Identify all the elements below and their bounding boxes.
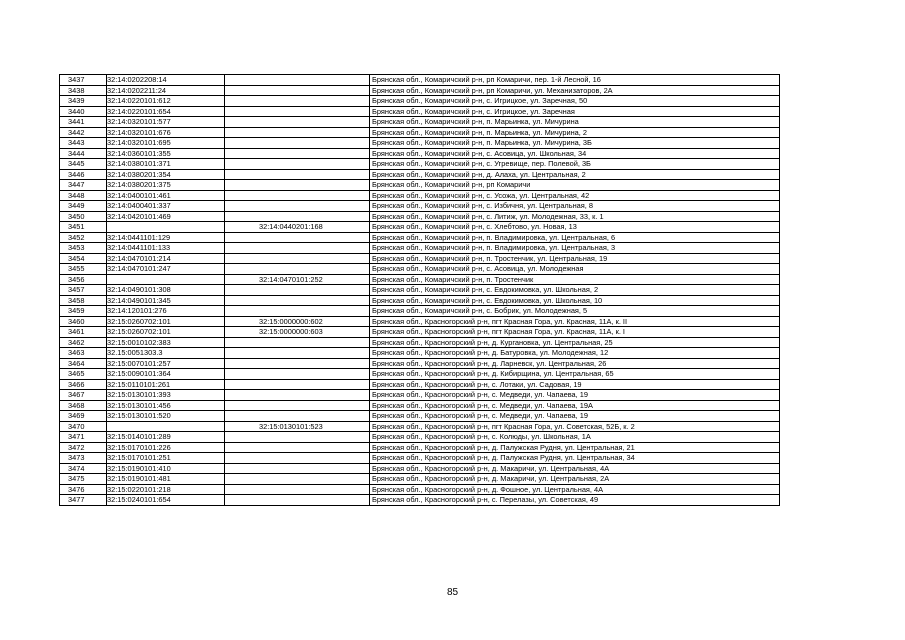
table-row xyxy=(60,453,780,464)
address-cell: Брянская обл., Комаричский р-н, п. Тростенчик, ул. Центральная, 19 xyxy=(370,253,780,264)
row-number-cell: 3460 xyxy=(60,316,107,327)
related-cadastral-number-cell xyxy=(225,138,370,149)
cadastral-number-cell: 32:15:0130101:456 xyxy=(107,400,225,411)
related-cadastral-number-cell xyxy=(225,75,370,86)
related-cadastral-number-cell xyxy=(225,117,370,128)
row-number-cell: 3469 xyxy=(60,411,107,422)
related-cadastral-number-cell xyxy=(225,337,370,348)
row-number-cell: 3449 xyxy=(60,201,107,212)
related-cadastral-number-cell xyxy=(225,232,370,243)
cadastral-number-cell: 32:14:0220101:612 xyxy=(107,96,225,107)
row-number-cell: 3439 xyxy=(60,96,107,107)
address-cell: Брянская обл., Красногорский р-н, пгт Красная Гора, ул. Красная, 11А, к. II xyxy=(370,316,780,327)
registry-table xyxy=(59,74,780,506)
row-number-cell: 3456 xyxy=(60,274,107,285)
table-row xyxy=(60,159,780,170)
row-number-cell: 3457 xyxy=(60,285,107,296)
row-number-cell: 3459 xyxy=(60,306,107,317)
table-row xyxy=(60,379,780,390)
address-cell: Брянская обл., Красногорский р-н, с. Медведи, ул. Чапаева, 19А xyxy=(370,400,780,411)
cadastral-number-cell: 32:14:0360101:355 xyxy=(107,148,225,159)
address-cell: Брянская обл., Комаричский р-н, п. Владимировка, ул. Центральная, 3 xyxy=(370,243,780,254)
related-cadastral-number-cell xyxy=(225,442,370,453)
cadastral-number-cell: 32:14:0400101:461 xyxy=(107,190,225,201)
row-number-cell: 3454 xyxy=(60,253,107,264)
address-cell: Брянская обл., Комаричский р-н, с. Бобрик, ул. Молодежная, 5 xyxy=(370,306,780,317)
row-number-cell: 3458 xyxy=(60,295,107,306)
related-cadastral-number-cell xyxy=(225,85,370,96)
address-cell: Брянская обл., Красногорский р-н, пгт Красная Гора, ул. Советская, 52Б, к. 2 xyxy=(370,421,780,432)
cadastral-number-cell: 32:15:0010102:383 xyxy=(107,337,225,348)
related-cadastral-number-cell xyxy=(225,96,370,107)
related-cadastral-number-cell: 32:15:0000000:602 xyxy=(225,316,370,327)
registry-table-body xyxy=(60,75,780,506)
related-cadastral-number-cell xyxy=(225,306,370,317)
related-cadastral-number-cell xyxy=(225,358,370,369)
table-row xyxy=(60,327,780,338)
row-number-cell: 3451 xyxy=(60,222,107,233)
related-cadastral-number-cell xyxy=(225,463,370,474)
cadastral-number-cell: 32:15:0140101:289 xyxy=(107,432,225,443)
cadastral-number-cell: 32:15:0260702:101 xyxy=(107,327,225,338)
table-row xyxy=(60,180,780,191)
address-cell: Брянская обл., Комаричский р-н, рп Комаричи, ул. Механизаторов, 2А xyxy=(370,85,780,96)
address-cell: Брянская обл., Комаричский р-н, с. Литиж, ул. Молодежная, 33, к. 1 xyxy=(370,211,780,222)
table-row xyxy=(60,222,780,233)
related-cadastral-number-cell: 32:15:0130101:523 xyxy=(225,421,370,432)
related-cadastral-number-cell xyxy=(225,453,370,464)
address-cell: Брянская обл., Красногорский р-н, д. Фошное, ул. Центральная, 4А xyxy=(370,484,780,495)
row-number-cell: 3471 xyxy=(60,432,107,443)
related-cadastral-number-cell xyxy=(225,379,370,390)
row-number-cell: 3437 xyxy=(60,75,107,86)
row-number-cell: 3465 xyxy=(60,369,107,380)
row-number-cell: 3462 xyxy=(60,337,107,348)
address-cell: Брянская обл., Красногорский р-н, д. Ларневск, ул. Центральная, 26 xyxy=(370,358,780,369)
address-cell: Брянская обл., Комаричский р-н, с. Усожа, ул. Центральная, 42 xyxy=(370,190,780,201)
cadastral-number-cell: 32:14:0490101:308 xyxy=(107,285,225,296)
related-cadastral-number-cell xyxy=(225,285,370,296)
row-number-cell: 3473 xyxy=(60,453,107,464)
table-row xyxy=(60,316,780,327)
address-cell: Брянская обл., Красногорский р-н, с. Медведи, ул. Чапаева, 19 xyxy=(370,390,780,401)
cadastral-number-cell: 32:14:0380101:371 xyxy=(107,159,225,170)
table-row xyxy=(60,337,780,348)
address-cell: Брянская обл., Комаричский р-н, с. Хлебтово, ул. Новая, 13 xyxy=(370,222,780,233)
table-row xyxy=(60,232,780,243)
address-cell: Брянская обл., Красногорский р-н, д. Макаричи, ул. Центральная, 4А xyxy=(370,463,780,474)
row-number-cell: 3475 xyxy=(60,474,107,485)
cadastral-number-cell: 32:15:0130101:393 xyxy=(107,390,225,401)
related-cadastral-number-cell: 32:15:0000000:603 xyxy=(225,327,370,338)
table-row xyxy=(60,211,780,222)
cadastral-number-cell xyxy=(107,274,225,285)
row-number-cell: 3464 xyxy=(60,358,107,369)
table-row xyxy=(60,264,780,275)
cadastral-number-cell: 32:15:0070101:257 xyxy=(107,358,225,369)
cadastral-number-cell: 32.15:0051303.3 xyxy=(107,348,225,359)
cadastral-number-cell: 32:15:0170101:251 xyxy=(107,453,225,464)
address-cell: Брянская обл., Комаричский р-н, с. Асовица, ул. Молодежная xyxy=(370,264,780,275)
cadastral-number-cell: 32:15:0190101:481 xyxy=(107,474,225,485)
related-cadastral-number-cell xyxy=(225,474,370,485)
related-cadastral-number-cell xyxy=(225,190,370,201)
table-row xyxy=(60,306,780,317)
cadastral-number-cell: 32:14:0420101:469 xyxy=(107,211,225,222)
table-row xyxy=(60,484,780,495)
table-row xyxy=(60,85,780,96)
table-row xyxy=(60,127,780,138)
cadastral-number-cell: 32:14:0202211:24 xyxy=(107,85,225,96)
related-cadastral-number-cell xyxy=(225,295,370,306)
cadastral-number-cell: 32:14:0220101:654 xyxy=(107,106,225,117)
cadastral-number-cell: 32:15:0170101:226 xyxy=(107,442,225,453)
cadastral-number-cell: 32:14:0320101:577 xyxy=(107,117,225,128)
cadastral-number-cell: 32:14:0202208:14 xyxy=(107,75,225,86)
row-number-cell: 3455 xyxy=(60,264,107,275)
address-cell: Брянская обл., Красногорский р-н, с. Колюды, ул. Школьная, 1А xyxy=(370,432,780,443)
row-number-cell: 3446 xyxy=(60,169,107,180)
cadastral-number-cell: 32:14:120101:276 xyxy=(107,306,225,317)
row-number-cell: 3470 xyxy=(60,421,107,432)
related-cadastral-number-cell xyxy=(225,390,370,401)
table-row xyxy=(60,253,780,264)
row-number-cell: 3466 xyxy=(60,379,107,390)
cadastral-number-cell xyxy=(107,222,225,233)
address-cell: Брянская обл., Комаричский р-н, с. Евдокимовка, ул. Школьная, 2 xyxy=(370,285,780,296)
address-cell: Брянская обл., Красногорский р-н, д. Кургановка, ул. Центральная, 25 xyxy=(370,337,780,348)
row-number-cell: 3467 xyxy=(60,390,107,401)
related-cadastral-number-cell xyxy=(225,243,370,254)
related-cadastral-number-cell xyxy=(225,201,370,212)
address-cell: Брянская обл., Красногорский р-н, д. Палужская Рудня, ул. Центральная, 34 xyxy=(370,453,780,464)
table-row xyxy=(60,75,780,86)
related-cadastral-number-cell: 32:14:0440201:168 xyxy=(225,222,370,233)
table-row xyxy=(60,495,780,506)
related-cadastral-number-cell xyxy=(225,411,370,422)
address-cell: Брянская обл., Комаричский р-н, п. Марьинка, ул. Мичурина, 3Б xyxy=(370,138,780,149)
cadastral-number-cell: 32:15:0130101:520 xyxy=(107,411,225,422)
row-number-cell: 3440 xyxy=(60,106,107,117)
page-number: 85 xyxy=(446,587,459,598)
cadastral-number-cell: 32:14:0441101:133 xyxy=(107,243,225,254)
address-cell: Брянская обл., Комаричский р-н, с. Асовица, ул. Школьная, 34 xyxy=(370,148,780,159)
row-number-cell: 3444 xyxy=(60,148,107,159)
table-row xyxy=(60,463,780,474)
related-cadastral-number-cell xyxy=(225,348,370,359)
table-row xyxy=(60,190,780,201)
cadastral-number-cell: 32:14:0380201:375 xyxy=(107,180,225,191)
related-cadastral-number-cell xyxy=(225,148,370,159)
row-number-cell: 3448 xyxy=(60,190,107,201)
address-cell: Брянская обл., Комаричский р-н, п. Марьинка, ул. Мичурина, 2 xyxy=(370,127,780,138)
related-cadastral-number-cell xyxy=(225,180,370,191)
table-row xyxy=(60,243,780,254)
address-cell: Брянская обл., Комаричский р-н, рп Комаричи xyxy=(370,180,780,191)
row-number-cell: 3445 xyxy=(60,159,107,170)
related-cadastral-number-cell: 32:14:0470101:252 xyxy=(225,274,370,285)
table-row xyxy=(60,295,780,306)
address-cell: Брянская обл., Красногорский р-н, д. Батуровка, ул. Молодежная, 12 xyxy=(370,348,780,359)
cadastral-number-cell: 32:14:0470101:214 xyxy=(107,253,225,264)
address-cell: Брянская обл., Комаричский р-н, с. Игрицкое, ул. Заречная, 50 xyxy=(370,96,780,107)
address-cell: Брянская обл., Комаричский р-н, рп Комаричи, пер. 1-й Лесной, 16 xyxy=(370,75,780,86)
cadastral-number-cell: 32:15:0220101:218 xyxy=(107,484,225,495)
related-cadastral-number-cell xyxy=(225,106,370,117)
row-number-cell: 3463 xyxy=(60,348,107,359)
address-cell: Брянская обл., Красногорский р-н, с. Медведи, ул. Чапаева, 19 xyxy=(370,411,780,422)
related-cadastral-number-cell xyxy=(225,400,370,411)
table-row xyxy=(60,442,780,453)
related-cadastral-number-cell xyxy=(225,369,370,380)
row-number-cell: 3453 xyxy=(60,243,107,254)
table-row xyxy=(60,274,780,285)
related-cadastral-number-cell xyxy=(225,159,370,170)
table-row xyxy=(60,106,780,117)
address-cell: Брянская обл., Комаричский р-н, п. Марьинка, ул. Мичурина xyxy=(370,117,780,128)
row-number-cell: 3477 xyxy=(60,495,107,506)
row-number-cell: 3443 xyxy=(60,138,107,149)
row-number-cell: 3461 xyxy=(60,327,107,338)
row-number-cell: 3474 xyxy=(60,463,107,474)
table-row xyxy=(60,148,780,159)
cadastral-number-cell: 32:14:0320101:695 xyxy=(107,138,225,149)
cadastral-number-cell: 32:15:0240101:654 xyxy=(107,495,225,506)
table-row xyxy=(60,400,780,411)
address-cell: Брянская обл., Красногорский р-н, д. Кибирщина, ул. Центральная, 65 xyxy=(370,369,780,380)
table-row xyxy=(60,117,780,128)
cadastral-number-cell: 32:14:0490101:345 xyxy=(107,295,225,306)
table-row xyxy=(60,285,780,296)
address-cell: Брянская обл., Комаричский р-н, с. Избичня, ул. Центральная, 8 xyxy=(370,201,780,212)
table-row xyxy=(60,201,780,212)
cadastral-number-cell: 32:14:0441101:129 xyxy=(107,232,225,243)
address-cell: Брянская обл., Комаричский р-н, с. Игрицкое, ул. Заречная xyxy=(370,106,780,117)
address-cell: Брянская обл., Красногорский р-н, д. Макаричи, ул. Центральная, 2А xyxy=(370,474,780,485)
cadastral-number-cell: 32:14:0400401:337 xyxy=(107,201,225,212)
cadastral-number-cell: 32:14:0470101:247 xyxy=(107,264,225,275)
table-row xyxy=(60,96,780,107)
address-cell: Брянская обл., Красногорский р-н, с. Перелазы, ул. Советская, 49 xyxy=(370,495,780,506)
table-row xyxy=(60,474,780,485)
row-number-cell: 3441 xyxy=(60,117,107,128)
table-row xyxy=(60,432,780,443)
address-cell: Брянская обл., Комаричский р-н, д. Алаха, ул. Центральная, 2 xyxy=(370,169,780,180)
cadastral-number-cell: 32:15:0110101:261 xyxy=(107,379,225,390)
row-number-cell: 3468 xyxy=(60,400,107,411)
row-number-cell: 3447 xyxy=(60,180,107,191)
related-cadastral-number-cell xyxy=(225,253,370,264)
related-cadastral-number-cell xyxy=(225,169,370,180)
related-cadastral-number-cell xyxy=(225,127,370,138)
row-number-cell: 3476 xyxy=(60,484,107,495)
cadastral-number-cell xyxy=(107,421,225,432)
table-row xyxy=(60,358,780,369)
address-cell: Брянская обл., Комаричский р-н, с. Евдокимовка, ул. Школьная, 10 xyxy=(370,295,780,306)
table-row xyxy=(60,169,780,180)
table-row xyxy=(60,390,780,401)
cadastral-number-cell: 32:14:0320101:676 xyxy=(107,127,225,138)
cadastral-number-cell: 32:15:0190101:410 xyxy=(107,463,225,474)
table-row xyxy=(60,138,780,149)
address-cell: Брянская обл., Комаричский р-н, п. Тростенчик xyxy=(370,274,780,285)
row-number-cell: 3442 xyxy=(60,127,107,138)
cadastral-number-cell: 32:14:0380201:354 xyxy=(107,169,225,180)
related-cadastral-number-cell xyxy=(225,495,370,506)
cadastral-number-cell: 32:15:0090101:364 xyxy=(107,369,225,380)
row-number-cell: 3472 xyxy=(60,442,107,453)
address-cell: Брянская обл., Красногорский р-н, с. Лотаки, ул. Садовая, 19 xyxy=(370,379,780,390)
related-cadastral-number-cell xyxy=(225,211,370,222)
address-cell: Брянская обл., Комаричский р-н, п. Владимировка, ул. Центральная, 6 xyxy=(370,232,780,243)
address-cell: Брянская обл., Красногорский р-н, д. Палужская Рудня, ул. Центральная, 21 xyxy=(370,442,780,453)
related-cadastral-number-cell xyxy=(225,484,370,495)
table-row xyxy=(60,411,780,422)
related-cadastral-number-cell xyxy=(225,432,370,443)
cadastral-number-cell: 32:15:0260702:101 xyxy=(107,316,225,327)
address-cell: Брянская обл., Комаричский р-н, с. Угревище, пер. Полевой, 3Б xyxy=(370,159,780,170)
table-row xyxy=(60,421,780,432)
address-cell: Брянская обл., Красногорский р-н, пгт Красная Гора, ул. Красная, 11А, к. I xyxy=(370,327,780,338)
row-number-cell: 3438 xyxy=(60,85,107,96)
related-cadastral-number-cell xyxy=(225,264,370,275)
table-row xyxy=(60,348,780,359)
table-row xyxy=(60,369,780,380)
row-number-cell: 3452 xyxy=(60,232,107,243)
row-number-cell: 3450 xyxy=(60,211,107,222)
